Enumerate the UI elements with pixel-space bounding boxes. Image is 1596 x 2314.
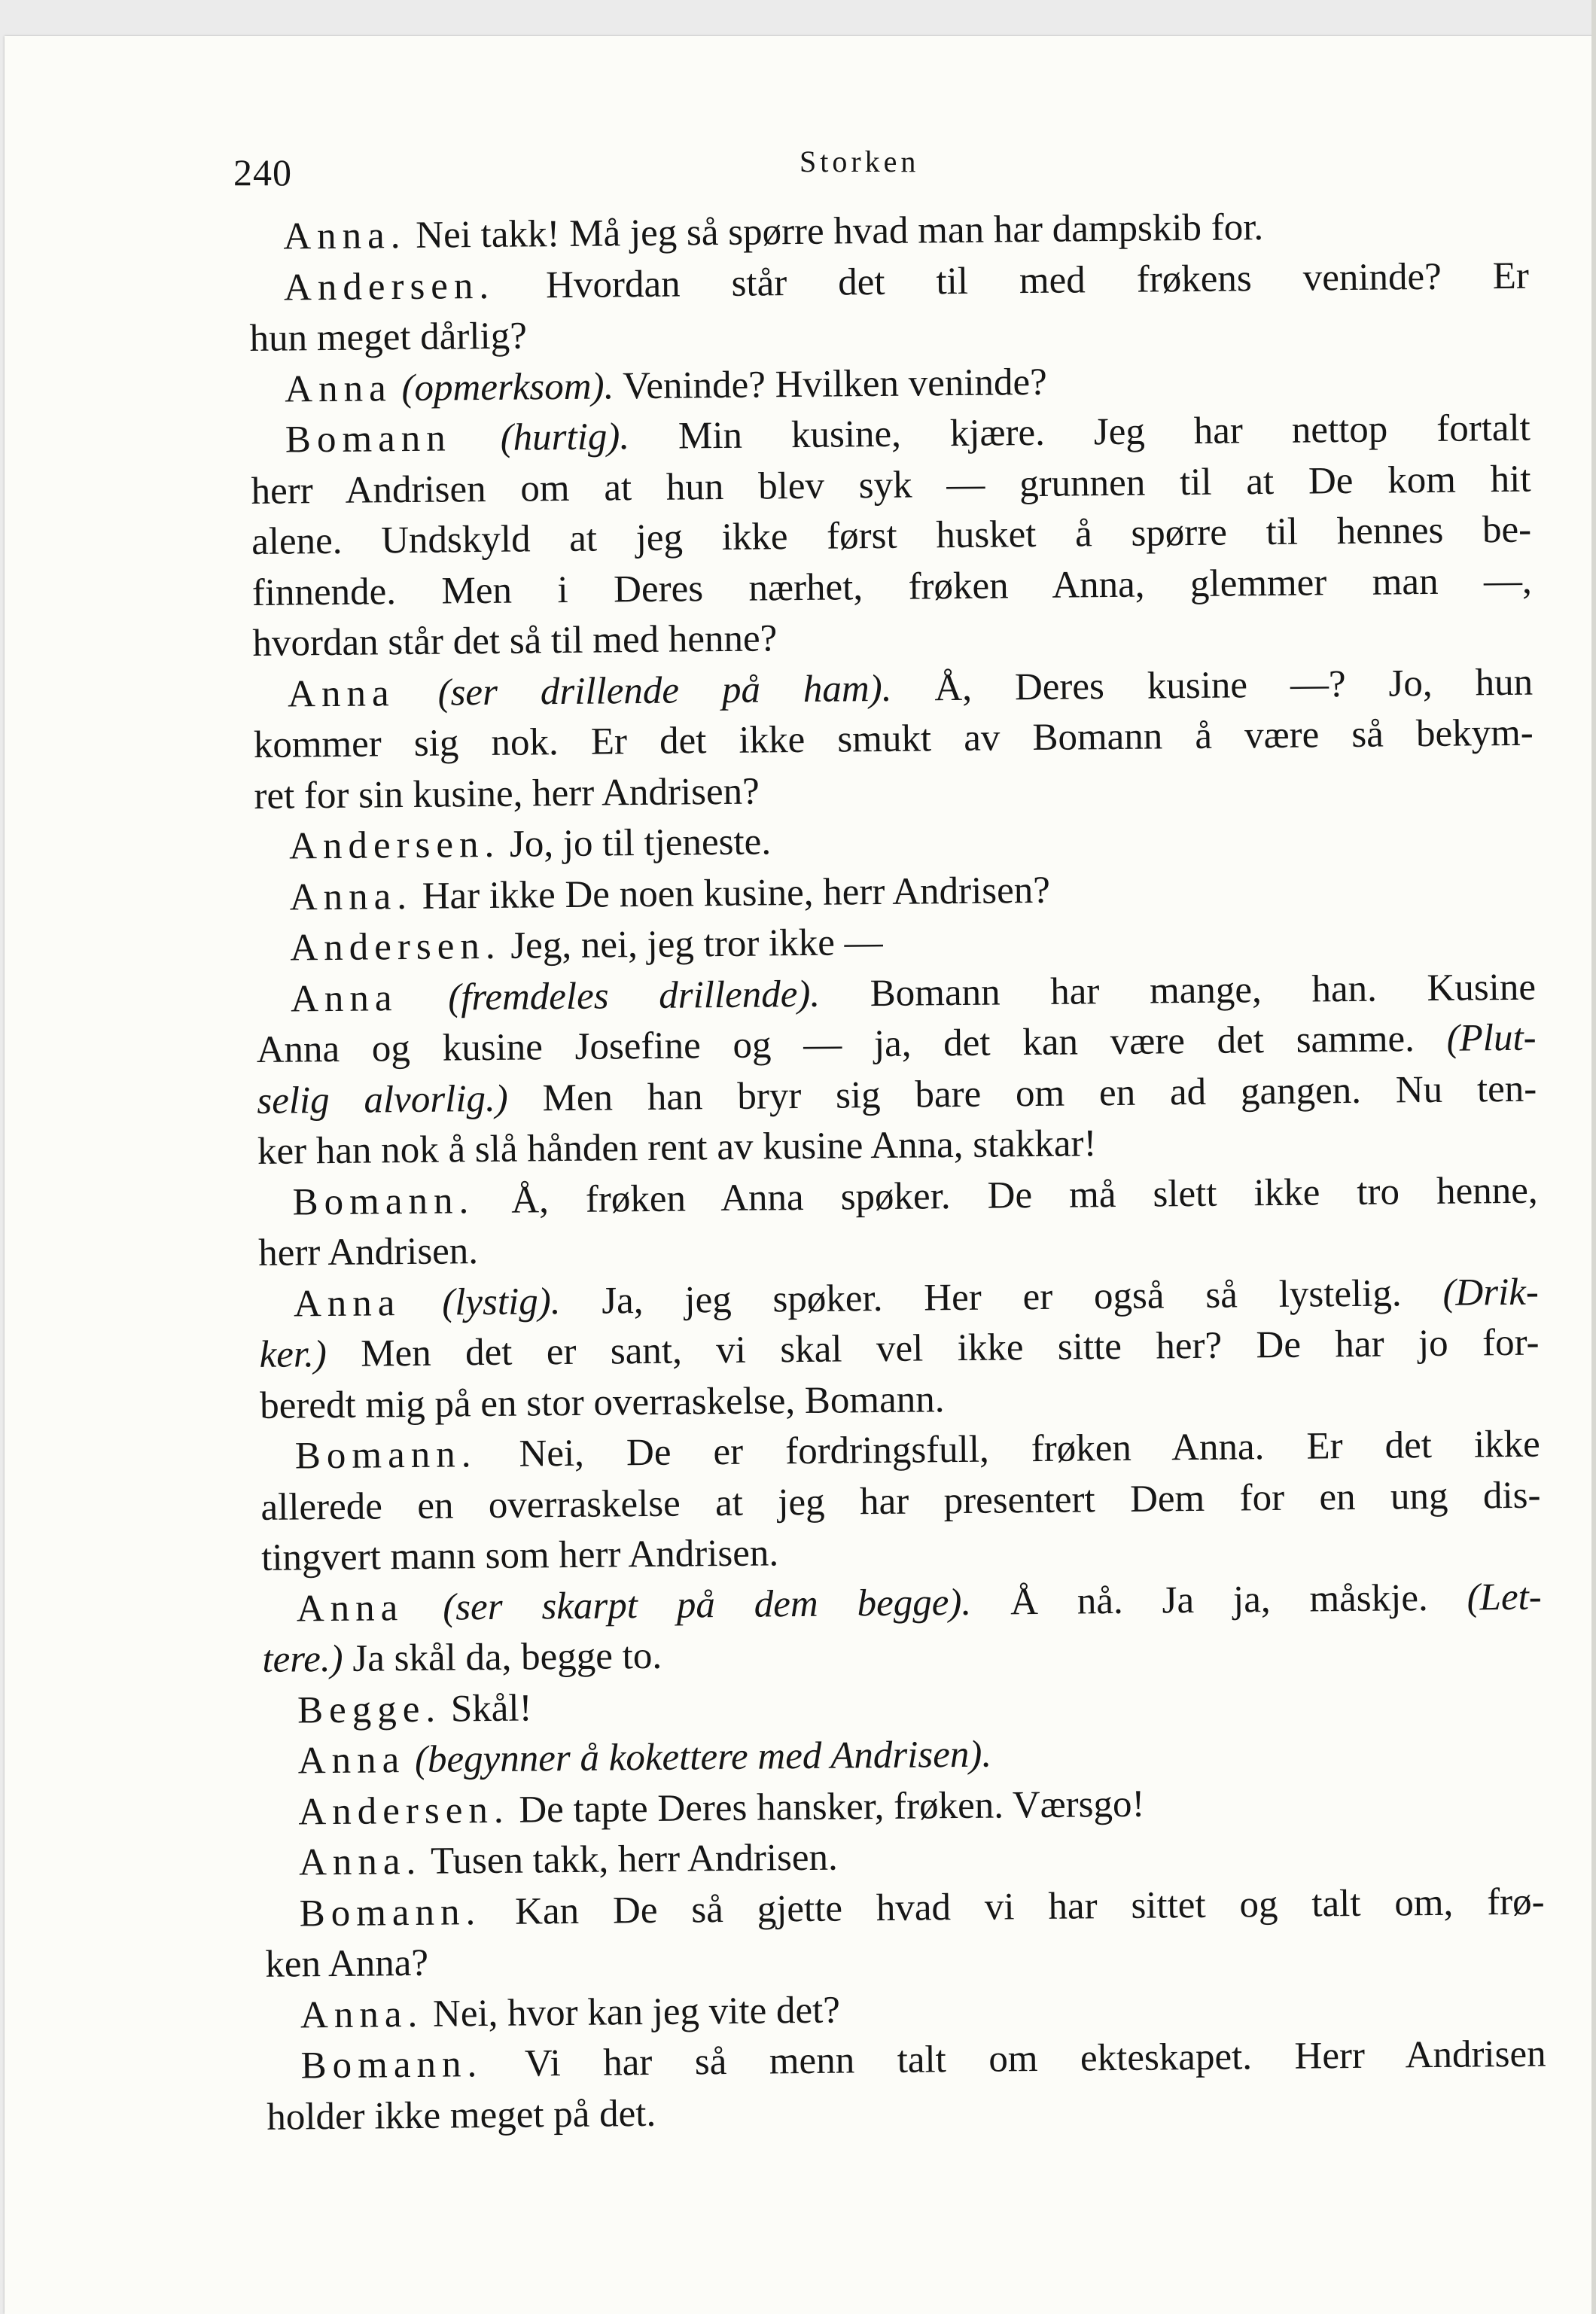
dialogue-text: finnende. Men i Deres nærhet, frøken Anna, glemmer man —, [251, 559, 1533, 614]
dialogue-text: allerede en overraskelse at jeg har presentert Dem for en ung dis- [260, 1474, 1541, 1529]
speaker-name: Anna. [298, 1840, 422, 1884]
speaker-name: Anna [297, 1739, 406, 1783]
dialogue-text: Nei takk! Må jeg så spørre hvad man har dampskib for. [406, 206, 1264, 257]
dialogue-text: Å nå. Ja ja, måskje. [970, 1576, 1467, 1624]
dialogue-text [394, 671, 438, 714]
speaker-name: Andersen. [298, 1789, 510, 1833]
stage-direction: tere.) [262, 1637, 343, 1681]
speaker-name: Andersen. [290, 924, 501, 970]
stage-direction: (ser drillende på ham). [437, 667, 892, 714]
stage-direction: (fremdeles drillende). [447, 973, 821, 1019]
dialogue-text: Men han bryr sig bare om en ad gangen. Nu ten- [507, 1067, 1537, 1120]
dialogue-text: Min kusine, kjære. Jeg har nettop fortalt [629, 406, 1531, 458]
speaker-name: Begge. [297, 1688, 442, 1731]
speaker-name: Anna [290, 976, 398, 1021]
speaker-name: Anna [293, 1281, 401, 1325]
stage-direction: (begynner å kokettere med Andrisen). [414, 1733, 992, 1781]
speaker-name: Anna. [289, 875, 413, 919]
dialogue-text: Kan De så gjette hvad vi har sittet og talt om, frø- [480, 1880, 1545, 1933]
stage-direction: ker.) [259, 1333, 327, 1376]
dialogue-text: ken Anna? [265, 1941, 429, 1986]
play-dialogue [248, 200, 1547, 2143]
speaker-name: Andersen. [288, 823, 501, 868]
running-title: Storken [800, 145, 920, 178]
dialogue-text: ker han nok å slå hånden rent av kusine Anna, stakkar! [257, 1122, 1097, 1173]
dialogue-text: Nei, De er fordringsfull, frøken Anna. Er det ikke [477, 1423, 1541, 1476]
dialogue-text: Veninde? Hvilken veninde? [614, 361, 1048, 407]
dialogue-text: Men det er sant, vi skal vel ikke sitte her? De har jo for- [326, 1321, 1540, 1376]
dialogue-text: Hvordan står det til med frøkens veninde? Er [494, 254, 1530, 307]
dialogue-text: herr Andrisen. [258, 1230, 479, 1274]
dialogue-text: De tapte Deres hansker, frøken. Værsgo! [509, 1783, 1145, 1831]
dialogue-text: Anna og kusine Josefine og — ja, det kan være det samme. [256, 1017, 1447, 1071]
dialogue-text: Vi har så menn talt om ekteskapet. Herr Andrisen [482, 2032, 1546, 2086]
speaker-name: Bomann. [292, 1179, 475, 1223]
speaker-name: Anna [296, 1586, 404, 1630]
dialogue-text [397, 976, 448, 1019]
stage-direction: selig alvorlig.) [257, 1077, 508, 1122]
dialogue-text: holder ikke meget på det. [267, 2092, 656, 2139]
stage-direction: (hurtig). [500, 416, 630, 459]
dialogue-text: Jeg, nei, jeg tror ikke — [501, 921, 883, 967]
speaker-name: Bomann. [294, 1433, 477, 1478]
dialogue-text [405, 1739, 415, 1781]
stage-direction: (ser skarpt på dem begge). [442, 1581, 972, 1629]
dialogue-text: Å, frøken Anna spøker. De må slett ikke tro henne, [474, 1169, 1538, 1222]
dialogue-text [391, 367, 401, 410]
dialogue-text: Bomann har mange, han. Kusine [819, 966, 1537, 1015]
dialogue-text: Å, Deres kusine —? Jo, hun [891, 661, 1534, 710]
dialogue-text: Ja skål da, begge to. [343, 1634, 662, 1680]
dialogue-text: Nei, hvor kan jeg vite det? [422, 1989, 841, 2035]
dialogue-text: Jo, jo til tjeneste. [499, 821, 772, 866]
dialogue-text: ret for sin kusine, herr Andrisen? [254, 770, 760, 818]
stage-direction: (opmerksom). [401, 364, 614, 410]
dialogue-text [401, 1281, 442, 1324]
stage-direction: (Plut- [1446, 1016, 1537, 1060]
dialogue-text [451, 417, 500, 460]
dialogue-text: kommer sig nok. Er det ikke smukt av Bomann å være så bekym- [253, 711, 1534, 766]
speaker-name: Anna [287, 671, 395, 716]
speaker-name: Andersen. [283, 264, 495, 309]
dialogue-text [404, 1586, 443, 1628]
dialogue-text: beredt mig på en stor overraskelse, Bomann. [259, 1378, 945, 1427]
stage-direction: (lystig). [441, 1280, 561, 1324]
stage-direction: (Let- [1467, 1576, 1543, 1619]
speaker-name: Bomann. [300, 2043, 483, 2087]
page-header [0, 145, 1596, 202]
dialogue-text: alene. Undskyld at jeg ikke først husket å spørre til hennes be- [251, 508, 1532, 563]
dialogue-text: tingvert mann som herr Andrisen. [260, 1532, 779, 1579]
speaker-name: Bomann. [299, 1890, 482, 1935]
speaker-name: Anna. [283, 214, 407, 258]
dialogue-text: Tusen takk, herr Andrisen. [421, 1836, 838, 1883]
dialogue-text: herr Andrisen om at hun blev syk — grunnen til at De kom hit [251, 458, 1531, 513]
stage-direction: (Drik- [1442, 1271, 1540, 1314]
dialogue-text: Skål! [440, 1686, 532, 1731]
speaker-name: Anna [284, 367, 392, 411]
speaker-name: Bomann [285, 417, 452, 461]
dialogue-text: Har ikke De noen kusine, herr Andrisen? [412, 869, 1051, 918]
page-number: 240 [233, 151, 292, 193]
dialogue-text: Ja, jeg spøker. Her er også så lystelig. [560, 1271, 1443, 1323]
dialogue-text: hvordan står det så til med henne? [252, 617, 778, 665]
dialogue-text: hun meget dårlig? [249, 315, 528, 360]
speaker-name: Anna. [300, 1993, 424, 2036]
page-edge [1591, 0, 1596, 2314]
